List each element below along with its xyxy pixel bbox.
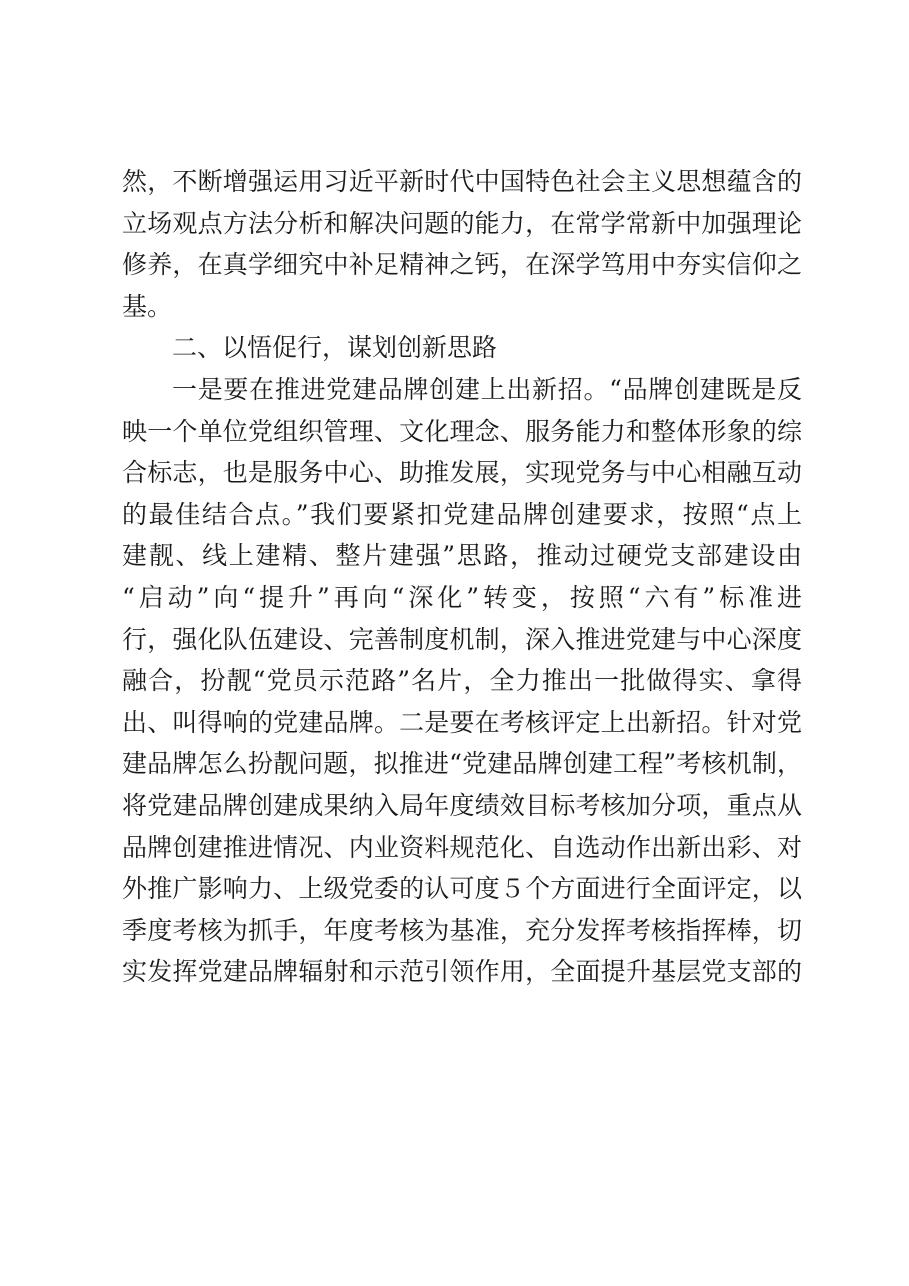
- text-line: 然，不断增强运用习近平新时代中国特色社会主义思想蕴含的: [122, 167, 802, 196]
- text-line: 实发挥党建品牌辐射和示范引领作用，全面提升基层党支部的: [122, 957, 802, 987]
- text-line: “启动”向“提升”再向“深化”转变，按照“六有”标准进: [122, 582, 802, 612]
- text-line: 的最佳结合点。”我们要紧扣党建品牌创建要求，按照“点上: [122, 499, 802, 529]
- paragraph-continuation: [122, 161, 802, 327]
- text-line: 基。: [122, 291, 173, 321]
- text-line: 季度考核为抓手，年度考核为基准，充分发挥考核指挥棒，切: [122, 915, 802, 945]
- text-line: 品牌创建推进情况、内业资料规范化、自选动作出新出彩、对: [122, 832, 802, 862]
- text-line: 建靓、线上建精、整片建强”思路，推动过硬党支部建设由: [122, 541, 802, 571]
- text-line: 合标志，也是服务中心、助推发展，实现党务与中心相融互动: [122, 458, 802, 488]
- text-line: 一是要在推进党建品牌创建上出新招。“品牌创建既是反: [172, 374, 802, 404]
- text-line: 外推广影响力、上级党委的认可度５个方面进行全面评定，以: [122, 874, 802, 904]
- document-body: [122, 161, 802, 993]
- section-heading: [122, 327, 802, 369]
- paragraph-body: [122, 369, 802, 993]
- text-line: 行，强化队伍建设、完善制度机制，深入推进党建与中心深度: [122, 624, 802, 654]
- text-line: 映一个单位党组织管理、文化理念、服务能力和整体形象的综: [122, 416, 802, 446]
- text-line: 出、叫得响的党建品牌。二是要在考核评定上出新招。针对党: [122, 707, 802, 737]
- text-line: 立场观点方法分析和解决问题的能力，在常学常新中加强理论: [122, 208, 802, 238]
- text-line: 建品牌怎么扮靓问题，拟推进“党建品牌创建工程”考核机制，: [122, 749, 802, 779]
- text-line: 将党建品牌创建成果纳入局年度绩效目标考核加分项，重点从: [122, 790, 802, 820]
- text-line: 修养，在真学细究中补足精神之钙，在深学笃用中夯实信仰之: [122, 250, 802, 280]
- text-line: 融合，扮靓“党员示范路”名片，全力推出一批做得实、拿得: [122, 666, 802, 696]
- heading-text: 二、以悟促行，谋划创新思路: [172, 333, 498, 363]
